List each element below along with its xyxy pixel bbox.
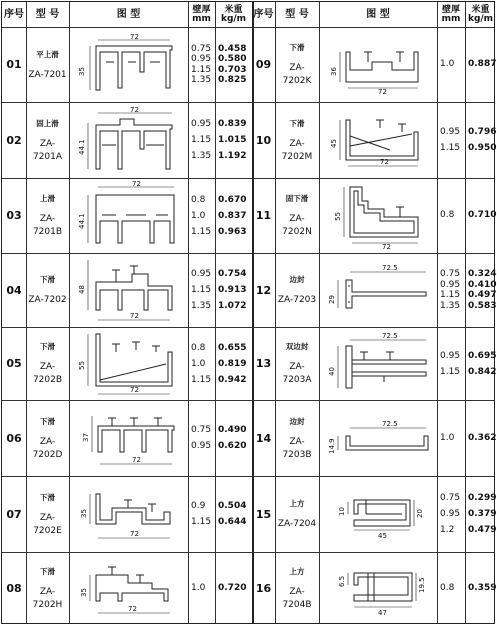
row-number: 06 xyxy=(6,431,22,445)
profile-name: 下滑 xyxy=(289,43,305,52)
model-cell xyxy=(275,102,319,178)
model-cell xyxy=(275,253,319,327)
thickness-values xyxy=(191,552,215,625)
dimension-label: 55 xyxy=(78,361,86,370)
profile-code: ZA-7202B xyxy=(32,362,63,385)
thickness-value: 0.95 xyxy=(440,350,461,361)
weight-values xyxy=(468,476,496,552)
dimension-label: 72 xyxy=(130,33,139,41)
grid-line xyxy=(69,2,70,623)
weight-value: 0.913 xyxy=(218,285,247,295)
profile-code: ZA-7202N xyxy=(282,214,312,237)
thickness-value: 1.35 xyxy=(191,75,212,85)
profile-code: ZA-7202D xyxy=(32,436,63,460)
dimension-label: 72 xyxy=(132,180,141,188)
profile-section xyxy=(96,494,170,524)
profile-detail xyxy=(124,500,156,512)
thickness-value: 0.8 xyxy=(191,194,206,205)
thickness-value: 0.95 xyxy=(440,127,461,137)
profile-code: ZA-7201A xyxy=(32,138,63,162)
profile-name: 下滑 xyxy=(289,118,305,128)
dimension-label: 72 xyxy=(378,88,387,96)
dimension-label: 45 xyxy=(330,139,338,148)
weight-value: 0.458 xyxy=(218,43,247,54)
thickness-value: 0.9 xyxy=(191,501,206,511)
profile-section xyxy=(96,46,172,90)
thickness-value: 0.8 xyxy=(440,583,455,594)
dimension-label: 72.5 xyxy=(382,420,398,428)
profile-name: 上滑 xyxy=(40,194,55,203)
header-no: 序号 xyxy=(253,8,274,20)
profile-drawing xyxy=(322,480,434,548)
row-number: 05 xyxy=(6,357,22,370)
weight-value: 0.490 xyxy=(218,425,247,435)
thickness-value: 1.35 xyxy=(191,151,212,161)
profile-section xyxy=(96,274,172,310)
thickness-values xyxy=(440,476,465,552)
grid-line xyxy=(215,2,216,623)
dimension-label: 48 xyxy=(78,285,86,294)
profile-detail xyxy=(112,266,138,282)
row-number: 04 xyxy=(6,283,22,297)
weight-value: 0.362 xyxy=(468,432,497,443)
weight-value: 1.192 xyxy=(218,151,247,161)
thickness-value: 1.15 xyxy=(191,285,212,295)
dimension-label: 37 xyxy=(82,433,90,442)
profile-code: ZA-7201B xyxy=(32,214,63,237)
weight-values xyxy=(468,27,496,102)
dimension-label: 72 xyxy=(380,158,389,166)
header-thickness-label: 壁厚 xyxy=(192,4,211,15)
row-number: 03 xyxy=(6,209,22,222)
dimension-label: 40 xyxy=(328,367,336,376)
weight-value: 0.887 xyxy=(468,59,497,70)
header-thickness xyxy=(437,2,465,27)
thickness-value: 0.95 xyxy=(191,54,212,64)
dimension-label: 47 xyxy=(378,609,387,617)
row-number: 10 xyxy=(255,133,272,147)
weight-value: 0.620 xyxy=(218,441,247,451)
profile-code: ZA-7202M xyxy=(281,138,313,162)
row-number: 16 xyxy=(255,582,272,595)
profile-code: ZA-7203B xyxy=(282,436,312,460)
profile-name: 边封 xyxy=(289,275,305,284)
grid-line xyxy=(319,2,320,623)
thickness-value: 1.35 xyxy=(440,300,461,311)
profile-name: 下滑 xyxy=(40,416,55,426)
profile-code: ZA-7202K xyxy=(282,63,312,86)
weight-value: 0.950 xyxy=(468,143,497,153)
header-weight-unit: kg/m xyxy=(220,13,247,24)
profile-drawing xyxy=(72,181,186,251)
weight-value: 1.072 xyxy=(218,301,247,311)
weight-values xyxy=(468,327,496,400)
thickness-value: 1.15 xyxy=(440,143,461,153)
profile-name: 边封 xyxy=(289,416,305,426)
weight-values xyxy=(218,552,252,625)
weight-values xyxy=(468,552,496,625)
profile-drawing xyxy=(72,105,186,175)
profile-section xyxy=(346,280,426,308)
profile-section xyxy=(354,573,412,601)
model-cell xyxy=(26,27,69,102)
weight-value: 0.963 xyxy=(218,226,247,237)
profile-section xyxy=(346,52,418,82)
profile-code: ZA-7202E xyxy=(33,512,62,536)
row-number: 01 xyxy=(6,58,22,71)
dimension-label: 44.1 xyxy=(78,213,86,229)
weight-value: 0.842 xyxy=(468,366,497,377)
profile-section xyxy=(98,426,174,452)
thickness-values xyxy=(191,253,215,327)
profile-drawing xyxy=(72,330,186,398)
model-cell xyxy=(275,27,319,102)
header-thickness-unit: mm xyxy=(192,13,211,24)
grid-line xyxy=(437,2,438,623)
thickness-values xyxy=(440,327,465,400)
row-number: 08 xyxy=(6,582,22,595)
weight-value: 0.703 xyxy=(218,64,247,75)
thickness-value: 0.95 xyxy=(440,279,461,290)
dimension-label: 45 xyxy=(378,532,387,540)
weight-value: 0.825 xyxy=(218,75,247,85)
thickness-value: 0.8 xyxy=(440,210,455,221)
dimension-label: 35 xyxy=(80,588,88,597)
thickness-value: 1.15 xyxy=(191,374,212,385)
dimension-label: 19.5 xyxy=(418,577,426,593)
weight-value: 0.720 xyxy=(218,583,247,594)
weight-values xyxy=(218,400,252,476)
profile-name: 下滑 xyxy=(40,567,55,576)
model-cell xyxy=(26,327,69,400)
model-cell xyxy=(26,178,69,253)
weight-value: 0.479 xyxy=(468,525,497,535)
profile-code: ZA-7203 xyxy=(277,295,317,305)
dimension-label: 72.5 xyxy=(382,332,398,340)
profile-drawing xyxy=(72,256,186,326)
thickness-values xyxy=(191,327,215,400)
thickness-values xyxy=(191,27,215,102)
profile-name: 上方 xyxy=(289,499,305,508)
profile-name: 下滑 xyxy=(40,342,55,351)
profile-detail xyxy=(360,352,394,382)
row-number: 02 xyxy=(6,133,22,147)
weight-values xyxy=(468,400,496,476)
header-thickness-unit: mm xyxy=(441,13,461,24)
profile-code: ZA-7202 xyxy=(28,295,67,305)
header-weight-unit: kg/m xyxy=(467,13,494,24)
weight-values xyxy=(218,27,252,102)
profile-code: ZA-7204B xyxy=(282,587,312,610)
weight-value: 0.359 xyxy=(468,583,497,594)
weight-value: 0.754 xyxy=(218,269,247,279)
profile-name: 固上滑 xyxy=(36,118,59,128)
model-cell xyxy=(275,178,319,253)
weight-value: 0.379 xyxy=(468,509,497,519)
thickness-value: 0.95 xyxy=(191,119,212,129)
weight-value: 0.837 xyxy=(218,210,247,221)
header-model: 型 号 xyxy=(35,8,60,20)
dimension-label: 36 xyxy=(330,67,338,76)
profile-drawing xyxy=(322,181,434,251)
model-cell xyxy=(275,476,319,552)
weight-values xyxy=(218,102,252,178)
thickness-value: 1.15 xyxy=(191,64,212,75)
profile-drawing xyxy=(72,404,186,472)
row-number: 13 xyxy=(255,357,272,370)
thickness-value: 1.0 xyxy=(191,210,206,221)
profile-detail xyxy=(364,52,404,62)
dimension-label: 72 xyxy=(130,312,139,320)
thickness-value: 1.35 xyxy=(191,301,212,311)
profile-detail xyxy=(100,342,166,380)
weight-value: 0.583 xyxy=(468,300,497,311)
dimension-label: 72.5 xyxy=(382,264,398,272)
thickness-value: 0.75 xyxy=(191,43,212,54)
grid-line xyxy=(188,2,189,623)
profile-name: 下滑 xyxy=(40,492,55,502)
thickness-value: 1.0 xyxy=(440,432,455,443)
profile-drawing xyxy=(72,480,186,548)
thickness-value: 1.2 xyxy=(440,525,455,535)
header-weight xyxy=(215,2,252,27)
header-weight-label: 米重 xyxy=(471,4,490,15)
dimension-label: 55 xyxy=(334,212,342,221)
thickness-values xyxy=(440,178,465,253)
thickness-values xyxy=(440,552,465,625)
dimension-label: 72 xyxy=(128,605,137,613)
profile-code: ZA-7201 xyxy=(28,69,67,80)
profile-code: ZA-7202H xyxy=(32,587,63,610)
profile-drawing xyxy=(72,32,186,98)
profile-section xyxy=(96,195,174,243)
dimension-label: 72 xyxy=(130,106,139,114)
dimension-label: 20 xyxy=(416,509,424,518)
profile-code: ZA-7203A xyxy=(282,362,312,385)
model-cell xyxy=(26,102,69,178)
weight-value: 0.819 xyxy=(218,358,247,369)
profile-name: 上方 xyxy=(289,567,305,576)
weight-value: 0.324 xyxy=(468,269,497,279)
thickness-value: 1.0 xyxy=(191,358,206,369)
dimension-label: 72 xyxy=(382,243,391,251)
row-number: 15 xyxy=(255,507,272,521)
weight-value: 0.644 xyxy=(218,517,247,527)
row-number: 07 xyxy=(6,507,22,521)
dimension-label: 35 xyxy=(80,509,88,518)
weight-value: 0.710 xyxy=(468,210,497,221)
weight-value: 0.695 xyxy=(468,350,497,361)
model-cell xyxy=(275,552,319,625)
weight-values xyxy=(468,253,496,327)
profile-detail xyxy=(108,418,162,426)
weight-value: 0.796 xyxy=(468,127,497,137)
profile-detail xyxy=(396,207,404,217)
header-thickness xyxy=(188,2,215,27)
weight-value: 0.299 xyxy=(468,493,497,503)
dimension-label: 72 xyxy=(132,456,141,464)
profile-drawing xyxy=(322,404,434,472)
weight-value: 0.504 xyxy=(218,501,247,511)
weight-values xyxy=(468,178,496,253)
header-weight xyxy=(465,2,496,27)
dimension-label: 6.5 xyxy=(338,575,346,587)
profile-drawing xyxy=(322,256,434,324)
model-cell xyxy=(26,400,69,476)
thickness-value: 0.75 xyxy=(191,425,212,435)
profile-section xyxy=(354,500,410,526)
weight-values xyxy=(218,327,252,400)
model-cell xyxy=(275,400,319,476)
weight-value: 0.655 xyxy=(218,342,247,353)
thickness-value: 1.15 xyxy=(191,226,212,237)
profile-name: 平上滑 xyxy=(36,49,59,59)
profile-drawing xyxy=(72,555,186,623)
weight-value: 0.839 xyxy=(218,119,247,129)
thickness-values xyxy=(440,102,465,178)
profile-name: 固下滑 xyxy=(285,194,309,203)
thickness-values xyxy=(440,400,465,476)
thickness-value: 1.0 xyxy=(191,583,206,594)
profile-section xyxy=(346,436,428,450)
dimension-label: 35 xyxy=(78,67,86,76)
thickness-values xyxy=(440,27,465,102)
dimension-label: 29 xyxy=(328,295,336,304)
profile-section xyxy=(96,575,168,601)
thickness-value: 0.75 xyxy=(440,269,461,279)
weight-value: 0.410 xyxy=(468,279,497,290)
thickness-value: 1.15 xyxy=(191,135,212,145)
profile-drawing xyxy=(322,555,434,623)
weight-value: 0.670 xyxy=(218,194,247,205)
thickness-value: 0.8 xyxy=(191,342,206,353)
dimension-label: 10 xyxy=(338,507,346,516)
weight-values xyxy=(468,102,496,178)
thickness-values xyxy=(191,400,215,476)
thickness-values xyxy=(440,253,465,327)
thickness-value: 0.95 xyxy=(191,269,212,279)
thickness-value: 0.75 xyxy=(440,493,461,503)
header-no: 序号 xyxy=(4,8,24,20)
row-number: 14 xyxy=(255,431,272,445)
model-cell xyxy=(26,552,69,625)
weight-values xyxy=(218,476,252,552)
dimension-label: 72 xyxy=(130,386,139,394)
profile-name: 下滑 xyxy=(40,275,55,284)
profile-spec-table xyxy=(1,1,495,624)
header-weight-label: 米重 xyxy=(224,4,243,15)
profile-detail xyxy=(366,500,402,514)
profile-name: 双边封 xyxy=(285,342,309,351)
thickness-value: 0.95 xyxy=(191,441,212,451)
header-thickness-label: 壁厚 xyxy=(441,4,460,15)
header-figure: 图 型 xyxy=(116,8,141,20)
weight-values xyxy=(218,178,252,253)
profile-drawing xyxy=(322,106,434,174)
profile-section xyxy=(350,187,418,237)
row-number: 09 xyxy=(255,58,272,71)
profile-detail xyxy=(348,286,350,302)
weight-values xyxy=(218,253,252,327)
profile-drawing xyxy=(322,330,434,398)
thickness-value: 1.15 xyxy=(440,366,461,377)
weight-value: 0.580 xyxy=(218,54,247,64)
model-cell xyxy=(26,476,69,552)
weight-value: 1.015 xyxy=(218,135,247,145)
thickness-value: 1.0 xyxy=(440,59,455,70)
dimension-label: 72 xyxy=(130,530,139,538)
thickness-value: 0.95 xyxy=(440,509,461,519)
thickness-values xyxy=(191,102,215,178)
grid-line xyxy=(465,2,466,623)
profile-detail xyxy=(350,120,412,150)
thickness-values xyxy=(191,476,215,552)
thickness-values xyxy=(191,178,215,253)
weight-value: 0.497 xyxy=(468,290,497,300)
row-number: 12 xyxy=(255,283,272,297)
model-cell xyxy=(26,253,69,327)
weight-value: 0.942 xyxy=(218,374,247,385)
dimension-label: 14.9 xyxy=(328,438,336,454)
header-figure: 图 型 xyxy=(366,8,390,20)
thickness-value: 1.15 xyxy=(440,290,461,300)
profile-drawing xyxy=(322,32,434,98)
model-cell xyxy=(275,327,319,400)
row-number: 11 xyxy=(255,209,272,222)
profile-section xyxy=(96,119,172,169)
header-model: 型 号 xyxy=(285,8,309,20)
dimension-label: 44.1 xyxy=(78,139,86,155)
profile-code: ZA-7204 xyxy=(277,519,317,529)
thickness-value: 1.15 xyxy=(191,517,212,527)
